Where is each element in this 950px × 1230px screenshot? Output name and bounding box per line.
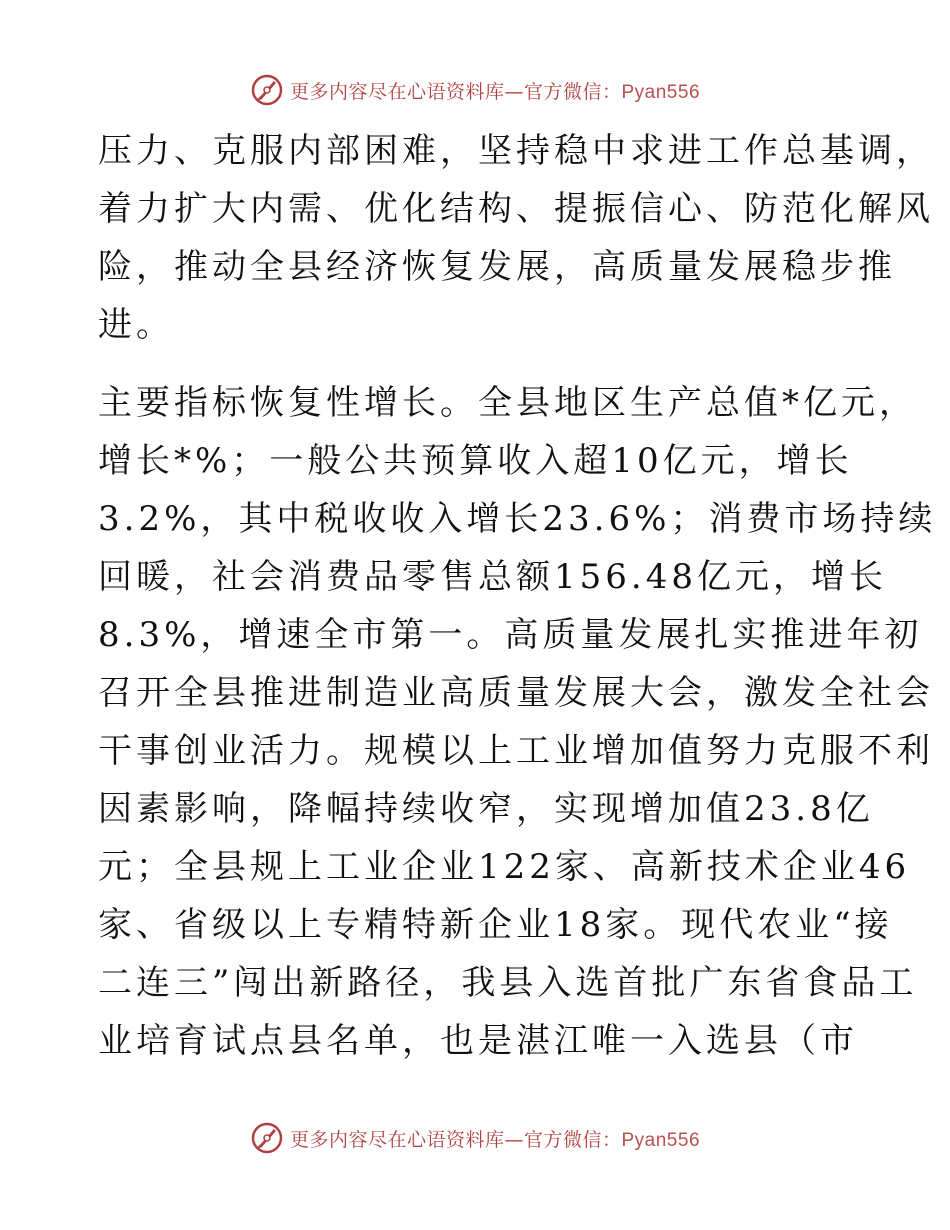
header-banner-text	[290, 77, 700, 104]
wechat-id: Pyan556	[621, 1129, 701, 1151]
separator: —	[504, 80, 524, 103]
text-line: 进。	[98, 305, 174, 345]
wechat-id: Pyan556	[621, 81, 701, 103]
paragraph	[98, 374, 937, 1070]
text-line: 增长*%；一般公共预算收入超10亿元，增长	[98, 441, 853, 481]
text-line: 着力扩大内需、优化结构、提振信心、防范化解风	[98, 189, 934, 229]
header-banner	[0, 70, 950, 110]
paragraph	[98, 122, 934, 354]
text-line: 业培育试点县名单，也是湛江唯一入选县（市	[98, 1021, 858, 1061]
wechat-label: 官方微信：	[523, 80, 622, 103]
quill-pen-logo-icon	[250, 1121, 284, 1155]
text-line: 主要指标恢复性增长。全县地区生产总值*亿元，	[98, 383, 917, 423]
text-line: 压力、克服内部困难，坚持稳中求进工作总基调，	[98, 131, 934, 171]
separator: —	[504, 1128, 524, 1151]
text-line: 3.2%，其中税收收入增长23.6%；消费市场持续	[98, 499, 937, 539]
wechat-label: 官方微信：	[523, 1128, 622, 1151]
text-line: 家、省级以上专精特新企业18家。现代农业“接	[98, 905, 893, 945]
text-line: 8.3%，增速全市第一。高质量发展扎实推进年初	[98, 615, 923, 655]
document-body	[98, 122, 937, 1070]
text-line: 因素影响，降幅持续收窄，实现增加值23.8亿	[98, 789, 874, 829]
text-line: 干事创业活力。规模以上工业增加值努力克服不利	[98, 731, 934, 771]
text-line: 回暖，社会消费品零售总额156.48亿元，增长	[98, 557, 887, 597]
text-line: 召开全县推进制造业高质量发展大会，激发全社会	[98, 673, 934, 713]
footer-banner	[0, 1118, 950, 1158]
site-name: 更多内容尽在心语资料库	[289, 1128, 505, 1151]
site-name: 更多内容尽在心语资料库	[289, 80, 505, 103]
quill-pen-logo-icon	[250, 73, 284, 107]
text-line: 二连三”闯出新路径，我县入选首批广东省食品工	[98, 963, 918, 1003]
footer-banner-text	[290, 1125, 700, 1152]
text-line: 险，推动全县经济恢复发展，高质量发展稳步推	[98, 247, 896, 287]
text-line: 元；全县规上工业企业122家、高新技术企业46	[98, 847, 911, 887]
